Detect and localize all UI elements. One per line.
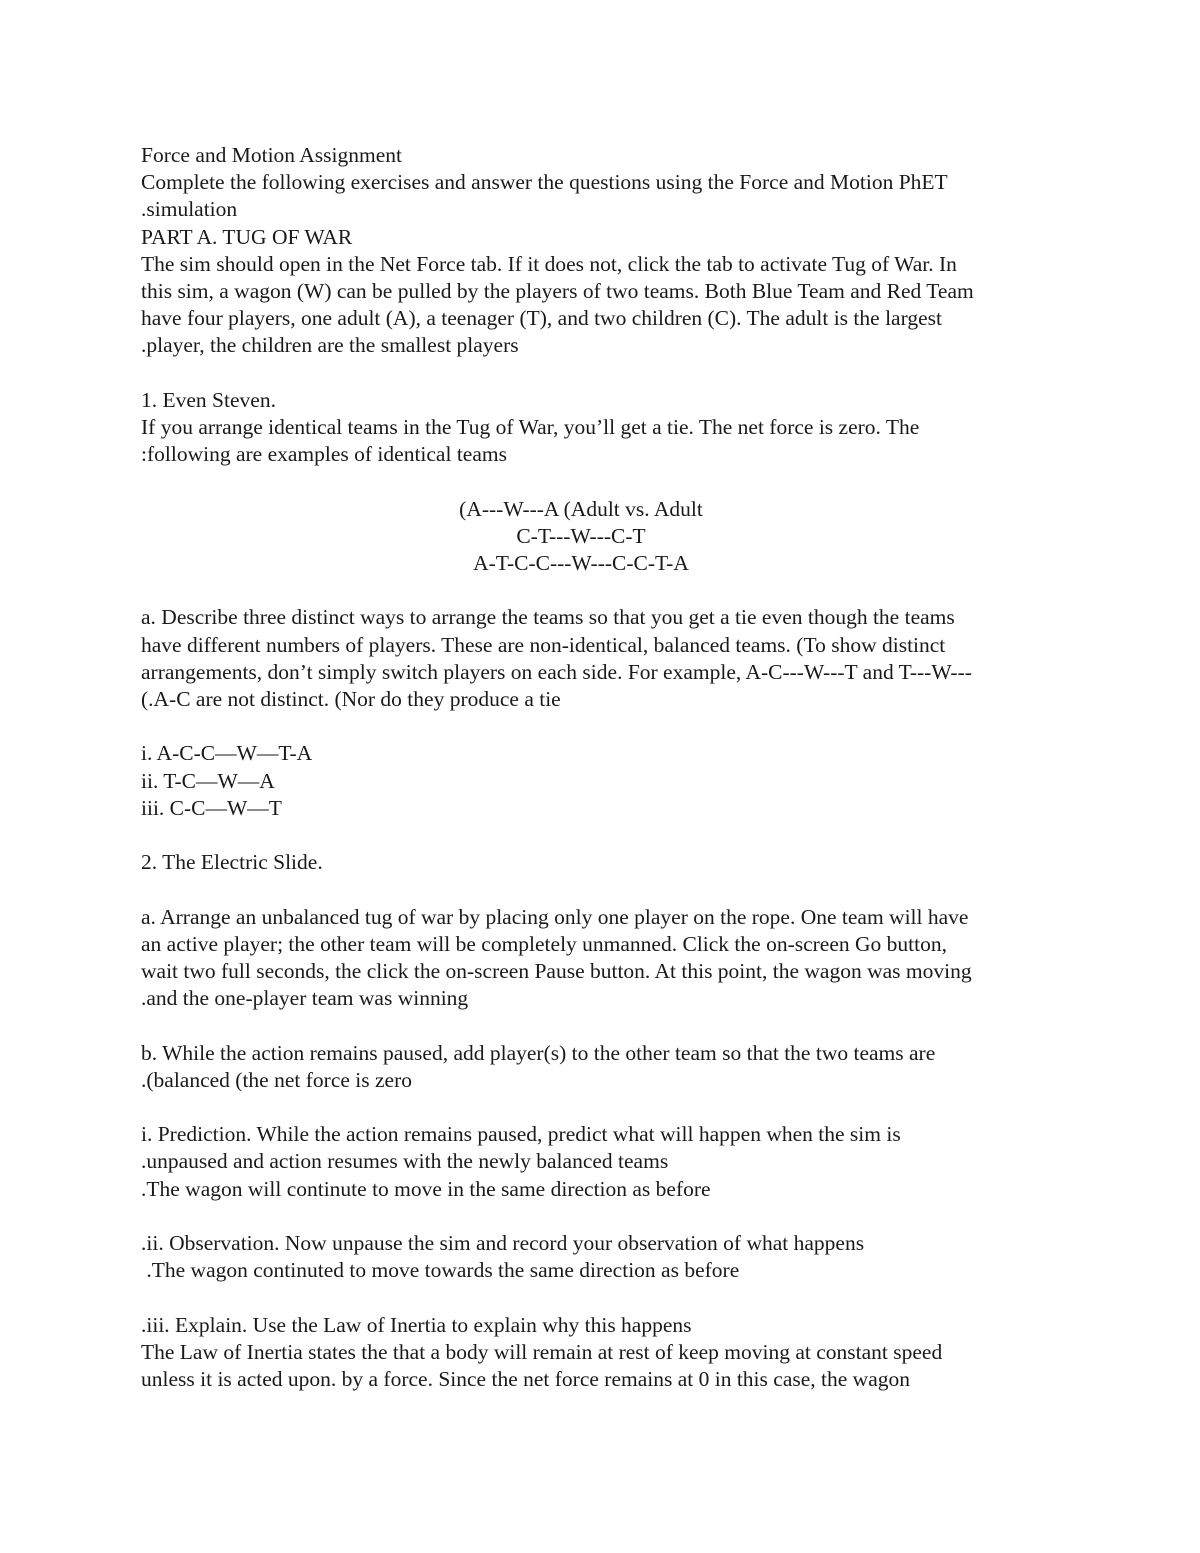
example-arrangement: C-T---W---C-T	[516, 523, 646, 548]
part-a-text-line: this sim, a wagon (W) can be pulled by the players of two teams. Both Blue Team and Red Team	[141, 279, 974, 304]
answer-item: ii. T-C—W—A	[141, 768, 275, 793]
prediction-answer: .The wagon will continute to move in the same direction as before	[141, 1176, 711, 1201]
observation-answer: .The wagon continuted to move towards the same direction as before	[141, 1258, 740, 1283]
explain-answer-line: unless it is acted upon. by a force. Since the net force remains at 0 in this case, the wagon	[141, 1366, 910, 1391]
example-arrangement: (A---W---A (Adult vs. Adult	[459, 496, 703, 521]
part-a-heading: PART A. TUG OF WAR	[141, 224, 353, 249]
question-1-text-line: :following are examples of identical teams	[141, 442, 507, 467]
document-title: Force and Motion Assignment	[141, 143, 402, 167]
question-2a-text-line: .and the one-player team was winning	[141, 986, 469, 1011]
question-2a-text-line: an active player; the other team will be completely unmanned. Click the on-screen Go button,	[141, 931, 947, 956]
spacer	[141, 1203, 1071, 1230]
question-1a-text-line: arrangements, don’t simply switch players on each side. For example, A-C---W---T and T---W---	[141, 659, 972, 684]
spacer	[141, 360, 1071, 387]
intro-line: .simulation	[141, 197, 238, 222]
answer-item: iii. C-C—W—T	[141, 795, 282, 820]
question-1-text-line: If you arrange identical teams in the Tug of War, you’ll get a tie. The net force is zero. The	[141, 415, 920, 440]
spacer	[141, 1094, 1071, 1121]
question-1-heading: 1. Even Steven.	[141, 387, 276, 412]
spacer	[141, 822, 1071, 849]
question-2a-text-line: wait two full seconds, the click the on-screen Pause button. At this point, the wagon was moving	[141, 959, 972, 983]
spacer	[141, 468, 1071, 495]
spacer	[141, 1012, 1071, 1039]
observation-line: .ii. Observation. Now unpause the sim and record your observation of what happens	[141, 1230, 865, 1255]
spacer	[141, 713, 1071, 740]
answer-item: i. A-C-C—W—T-A	[141, 741, 313, 766]
question-1a-text-line: have different numbers of players. These are non-identical, balanced teams. (To show distinct	[141, 632, 946, 657]
prediction-line: .unpaused and action resumes with the newly balanced teams	[141, 1149, 669, 1174]
question-2a-text-line: a. Arrange an unbalanced tug of war by placing only one player on the rope. One team will have	[141, 904, 969, 929]
question-2-heading: 2. The Electric Slide.	[141, 850, 323, 875]
part-a-text-line: The sim should open in the Net Force tab. If it does not, click the tab to activate Tug of War. In	[141, 251, 957, 276]
spacer	[141, 577, 1071, 604]
document-page	[141, 142, 1071, 1393]
explain-line: .iii. Explain. Use the Law of Inertia to explain why this happens	[141, 1312, 692, 1337]
spacer	[141, 1284, 1071, 1311]
example-arrangement: A-T-C-C---W---C-C-T-A	[473, 551, 689, 576]
part-a-text-line: .player, the children are the smallest players	[141, 333, 519, 358]
intro-line: Complete the following exercises and answer the questions using the Force and Motion PhET	[141, 170, 948, 195]
part-a-text-line: have four players, one adult (A), a teenager (T), and two children (C). The adult is the largest	[141, 306, 942, 331]
question-1a-text-line: (.A-C are not distinct. (Nor do they produce a tie	[141, 687, 561, 712]
question-1a-text-line: a. Describe three distinct ways to arrange the teams so that you get a tie even though the teams	[141, 605, 955, 630]
question-2b-text-line: b. While the action remains paused, add player(s) to the other team so that the two teams are	[141, 1040, 936, 1065]
explain-answer-line: The Law of Inertia states the that a body will remain at rest of keep moving at constant speed	[141, 1339, 943, 1364]
prediction-line: i. Prediction. While the action remains paused, predict what will happen when the sim is	[141, 1122, 901, 1147]
spacer	[141, 876, 1071, 903]
question-2b-text-line: .(balanced (the net force is zero	[141, 1067, 412, 1092]
